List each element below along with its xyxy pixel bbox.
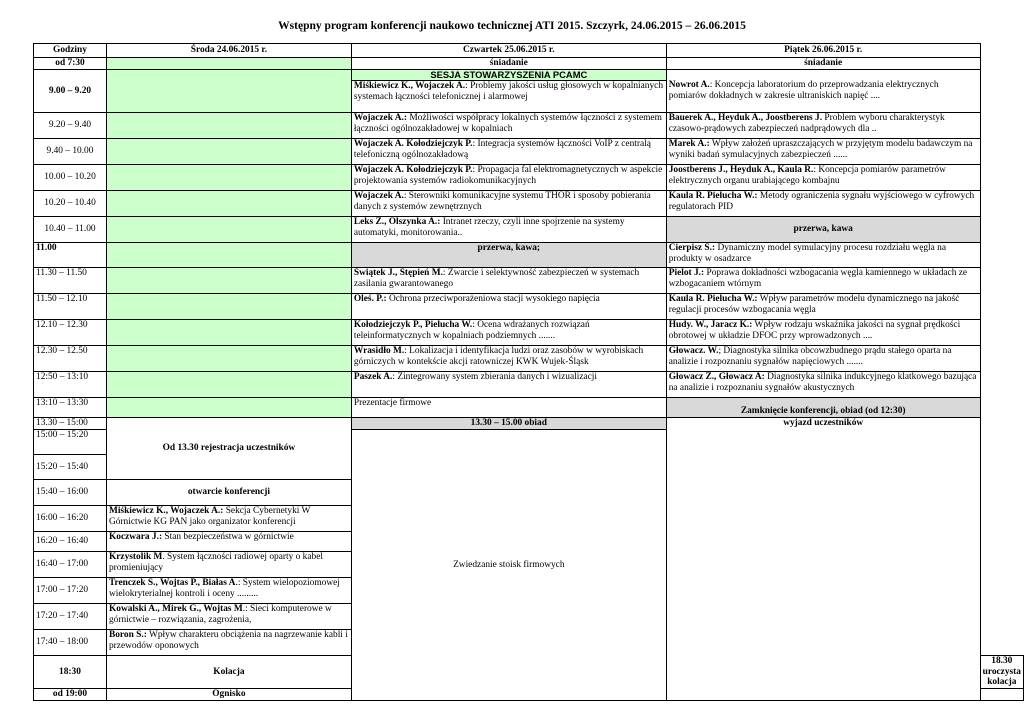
time-cell: 12:50 – 13:10: [34, 372, 107, 398]
wed-cell: [106, 58, 351, 70]
talk-title: Możliwości współpracy lokalnych systemów łączności z systemem łączności ogólnozakładowej w kopalniach: [353, 113, 662, 134]
table-header-row: [34, 44, 1024, 58]
thu-cell: 18.30 uroczysta kolacja: [980, 656, 1023, 689]
wed-cell: [106, 217, 351, 243]
talk-title: Wpływ charakteru obciążenia na nagrzewanie kabli i przewodów oponowych: [108, 630, 348, 651]
authors: Boron S.:: [108, 630, 147, 640]
fri-departure-cell: wyjazd uczestników: [666, 418, 980, 701]
thu-cell: śniadanie: [351, 58, 666, 70]
talk-title: Stan bezpieczeństwa w górnictwie: [162, 532, 294, 542]
talk-title: Sekcja Cybernetyki W Górnictwie KG PAN jako organizator konferencji: [108, 506, 311, 527]
fri-cell: [666, 243, 980, 268]
wed-cell: Ognisko: [106, 688, 351, 700]
time-cell: 15:20 – 15:40: [34, 455, 107, 480]
fri-cell: [666, 346, 980, 372]
talk-title: Problem wyboru charakterystyk czasowo-prądowych zabezpieczeń nadprądowych dla ..: [668, 113, 945, 134]
wed-cell: [106, 372, 351, 398]
authors: Pielot J.:: [668, 268, 705, 278]
table-row: [34, 165, 1024, 191]
fri-cell: [666, 70, 980, 113]
time-cell: 10.40 – 11.00: [34, 217, 107, 243]
thu-cell: [351, 139, 666, 165]
table-row: [34, 320, 1024, 346]
header-day3: Piątek 26.06.2015 r.: [666, 44, 980, 58]
authors: Kołodziejczyk P., Pielucha W.: [353, 320, 473, 330]
header-day1: Środa 24.06.2015 r.: [106, 44, 351, 58]
table-row: [34, 418, 1024, 430]
authors: Koczwara J.:: [108, 532, 163, 542]
authors: Bauerek A., Heyduk A., Joostberens J.: [668, 113, 823, 123]
talk-title: Wpływ założeń upraszczających w przyjętym modelu badawczym na wyniki badań symulacyjnych zabezpieczeń ......: [668, 139, 973, 160]
fri-cell: [666, 294, 980, 320]
time-cell: 12.10 – 12.30: [34, 320, 107, 346]
authors: Miśkiewicz K., Wojaczek A.: [353, 81, 466, 91]
wed-cell: [106, 630, 351, 656]
authors: Kaula R. Pielucha W.:: [668, 294, 758, 304]
wed-cell: [106, 532, 351, 552]
talk-title: : Zwarcie i selektywność zabezpieczeń w systemach zasilania gwarantowanego: [353, 268, 640, 289]
time-cell: 15:40 – 16:00: [34, 480, 107, 506]
wed-cell: [106, 243, 351, 268]
time-cell: 18:30: [34, 656, 107, 689]
table-row: [34, 139, 1024, 165]
time-cell: 16:00 – 16:20: [34, 506, 107, 532]
fri-cell: [666, 320, 980, 346]
table-row: [34, 398, 1024, 418]
authors: Krzystolik M: [108, 552, 163, 562]
time-cell: 9.40 – 10.00: [34, 139, 107, 165]
talk-title: : Lokalizacja i identyfikacja ludzi oraz zasobów w wyrobiskach górniczych w kontekście akcji ratowniczej KWK Wujek-Śląsk: [353, 346, 644, 367]
table-row: [34, 372, 1024, 398]
time-cell: 13:10 – 13:30: [34, 398, 107, 418]
talk-title: Wpływ parametrów modelu dynamicznego na jakość regulacji procesów wzbogacania węgla: [668, 294, 960, 315]
wed-registration-cell: Od 13.30 rejestracja uczestników: [106, 418, 351, 480]
talk-title: : Koncepcja laboratorium do przeprowadzania elektrycznych pomiarów dokładnych w zakresie ultraniskich napięć ....: [668, 80, 939, 101]
table-row: [34, 243, 1024, 268]
fri-cell: [666, 113, 980, 139]
talk-title: : Propagacja fal elektromagnetycznych w aspekcie projektowania systemów radiokomunikacyjnych: [353, 165, 663, 186]
wed-cell: [106, 139, 351, 165]
talk-title: .: System wielopoziomowej wielokryterialnej kontroli i oceny .........: [108, 578, 340, 599]
wed-cell: [106, 165, 351, 191]
authors: Wrasidło M.: [353, 346, 405, 356]
time-cell: 10.20 – 10.40: [34, 191, 107, 217]
talk-title: . System łączności radiowej oparty o kabel promieniujący: [108, 552, 323, 573]
talk-title: Metody ograniczenia sygnału wyjściowego w cyfrowych regulatorach PID: [668, 191, 975, 212]
wed-cell: [106, 398, 351, 418]
thu-lunch-cell: 13.30 – 15.00 obiad: [351, 418, 666, 430]
authors: Wojaczek A. Kołodziejczyk P.: [353, 139, 473, 149]
thu-cell: [351, 191, 666, 217]
time-cell: 16:20 – 16:40: [34, 532, 107, 552]
thu-cell: [351, 217, 666, 243]
wed-cell: [106, 70, 351, 113]
talk-title: Ochrona przeciwporażeniowa stacji wysokiego napięcia: [386, 294, 600, 304]
fri-cell: [666, 191, 980, 217]
time-cell: 12.30 – 12.50: [34, 346, 107, 372]
thu-cell: [351, 320, 666, 346]
header-day2: Czwartek 25.06.2015 r.: [351, 44, 666, 58]
time-cell: od 19:00: [34, 688, 107, 700]
authors: Trenczek S., Wojtas P., Białas A: [108, 578, 236, 588]
time-cell: 17:40 – 18:00: [34, 630, 107, 656]
wed-cell: Kolacja: [106, 656, 351, 689]
authors: Wojaczek A. Kołodziejczyk P.: [353, 165, 473, 175]
wed-cell: [106, 320, 351, 346]
time-cell: 9.20 – 9.40: [34, 113, 107, 139]
fri-cell: [666, 268, 980, 294]
authors: Głowacz. W.: [668, 346, 719, 356]
fri-cell: Zamknięcie konferencji, obiad (od 12:30): [666, 398, 980, 418]
session-banner: SESJA STOWARZYSZENIA PCAMC: [352, 70, 666, 81]
talk-title: : Integracja systemów łączności VoIP z centralą telefoniczną ogólnozakładową: [353, 139, 651, 160]
authors: Miśkiewicz K., Wojaczek A.:: [108, 506, 224, 516]
table-row: [34, 294, 1024, 320]
talk-title: ; Diagnostyka silnika obcowzbudnego prądu stałego oparta na analizie i rozpoznaniu sygnałów napięciowych .......: [668, 346, 952, 367]
talk-title: Dynamiczny model symulacyjny procesu rozdziału węgla na produkty w osadzarce: [668, 243, 947, 264]
schedule-table: [33, 43, 1024, 701]
talk-title: .: Sieci komputerowe w górnictwie – rozwiązania, zagrożenia,: [108, 604, 332, 625]
talk-title: : Problemy jakości usług głosowych w kopalnianych systemach łączności telefonicznej i alarmowej: [353, 81, 664, 102]
authors: Nowrot A.: [668, 80, 710, 91]
table-row: [34, 268, 1024, 294]
wed-cell: [106, 578, 351, 604]
time-cell: od 7:30: [34, 58, 107, 70]
table-row: [34, 191, 1024, 217]
talk-title: Poprawa dokładności wzbogacania węgla kamiennego w układach ze wzbogacaniem wtórnym: [668, 268, 968, 289]
thu-cell: [351, 372, 666, 398]
thu-cell: [351, 113, 666, 139]
authors: Głowacz Z., Głowacz A:: [668, 372, 765, 382]
talk-title: : Sterowniki komunikacyjne systemu THOR i sposoby pobierania danych z systemów zewnętrznych: [353, 191, 651, 212]
authors: Świątek J., Stępień M.: [353, 268, 443, 278]
authors: Wojaczek A.:: [353, 113, 407, 123]
time-cell: 13.30 – 15:00: [34, 418, 107, 430]
table-row: [34, 217, 1024, 243]
wed-cell: [106, 191, 351, 217]
authors: Marek A.:: [668, 139, 710, 149]
wed-cell: [106, 552, 351, 578]
wed-cell: [106, 294, 351, 320]
thu-cell: [351, 70, 666, 113]
thu-cell: [351, 268, 666, 294]
talk-title: : Zintegrowany system zbierania danych i wizualizacji: [392, 372, 598, 382]
authors: Wojaczek A.: [353, 191, 404, 201]
time-cell: 9.00 – 9.20: [34, 70, 107, 113]
wed-cell: [106, 346, 351, 372]
table-row: [34, 346, 1024, 372]
time-cell: 11.50 – 12.10: [34, 294, 107, 320]
thu-cell: Prezentacje firmowe: [351, 398, 666, 418]
authors: Kaula R. Pielucha W.:: [668, 191, 758, 201]
wed-cell: [106, 268, 351, 294]
wed-cell: [106, 604, 351, 630]
thu-booths-cell: Zwiedzanie stoisk firmowych: [351, 430, 666, 701]
fri-cell: śniadanie: [666, 58, 980, 70]
table-row: [34, 113, 1024, 139]
talk-title: Diagnostyka silnika indukcyjnego klatkowego bazująca na analizie i rozpoznaniu sygnałów akustycznych: [668, 372, 977, 393]
authors: Oleś. P.:: [353, 294, 387, 304]
thu-cell: [351, 294, 666, 320]
fri-cell: przerwa, kawa: [666, 217, 980, 243]
authors: Kowalski A., Mirek G., Wojtas M: [108, 604, 243, 614]
table-row: [34, 58, 1024, 70]
time-cell: 17:00 – 17:20: [34, 578, 107, 604]
authors: Paszek A.: [353, 372, 393, 382]
fri-cell: [666, 165, 980, 191]
fri-cell: [666, 139, 980, 165]
fri-cell: [666, 372, 980, 398]
page-title: Wstępny program konferencji naukowo technicznej ATI 2015. Szczyrk, 24.06.2015 – 26.06.2015: [278, 20, 746, 32]
time-cell: 10.00 – 10.20: [34, 165, 107, 191]
time-cell: 11.30 – 11.50: [34, 268, 107, 294]
time-cell: 11.00: [34, 243, 107, 268]
thu-cell: [980, 688, 1023, 700]
time-cell: 15:00 – 15:20: [34, 430, 107, 455]
talk-title: : Koncepcja pomiarów parametrów elektrycznych organu urabiającego kombajnu: [668, 165, 946, 186]
talk-title: Wpływ rodzaju wskaźnika jakości na sygnał prędkości obrotowej w układzie DFOC przy wprowadzonych ....: [668, 320, 961, 341]
talk-title: Intranet rzeczy, czyli inne spojrzenie na systemy automatyki, monitorowania..: [353, 217, 625, 238]
table-row: [34, 70, 1024, 113]
talk-title: : Ocena wdrażanych rozwiązań teleinformatycznych w kopalniach podziemnych .......: [353, 320, 590, 341]
time-cell: 17:20 – 17:40: [34, 604, 107, 630]
wed-cell: [106, 113, 351, 139]
wed-cell: [106, 506, 351, 532]
wed-cell: otwarcie konferencji: [106, 480, 351, 506]
thu-cell: [351, 346, 666, 372]
authors: Hudy. W., Jaracz K.:: [668, 320, 753, 330]
authors: Leks Z., Olszynka A.:: [353, 217, 441, 227]
authors: Joostberens J., Heyduk A., Kaula R.: [668, 165, 814, 175]
authors: Cierpisz S.:: [668, 243, 716, 253]
time-cell: 16:40 – 17:00: [34, 552, 107, 578]
thu-cell: [351, 165, 666, 191]
thu-cell: przerwa, kawa;: [351, 243, 666, 268]
header-hours: Godziny: [34, 44, 107, 58]
